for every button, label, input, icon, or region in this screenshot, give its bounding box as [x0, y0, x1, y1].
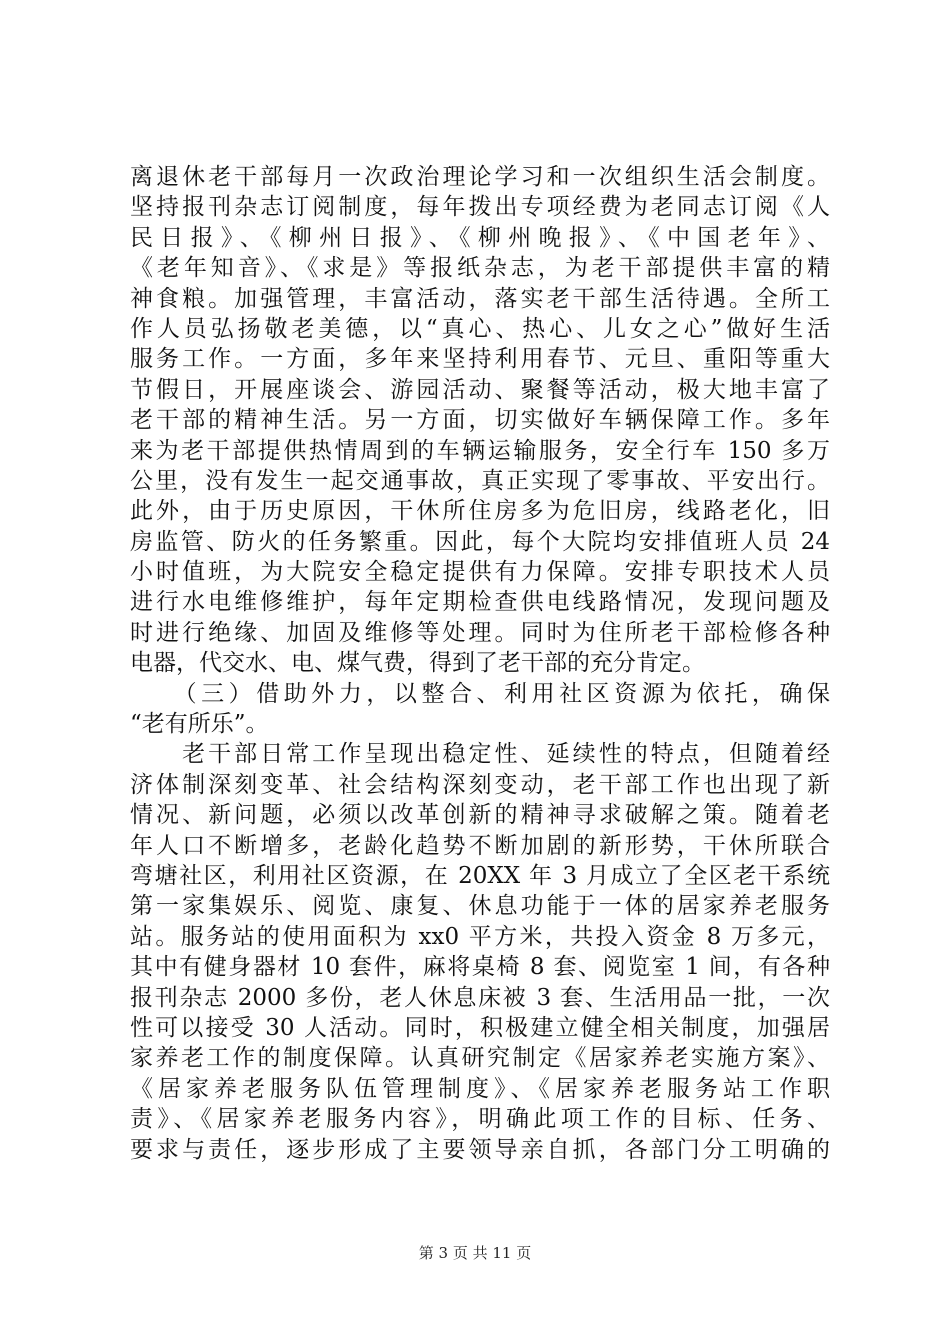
text-line: 民日报》、《柳州日报》、《柳州晚报》、《中国老年》、 — [130, 224, 830, 251]
text-line: 房监管、防火的任务繁重。因此，每个大院均安排值班人员 24 — [130, 528, 830, 555]
text-line: 第一家集娱乐、阅览、康复、休息功能于一体的居家养老服务 — [130, 893, 830, 920]
text-line: 站。服务站的使用面积为 xx0 平方米，共投入资金 8 万多元， — [130, 923, 830, 950]
text-line: 《老年知音》、《求是》等报纸杂志，为老干部提供丰富的精 — [130, 255, 830, 282]
text-line: 要求与责任，逐步形成了主要领导亲自抓，各部门分工明确的 — [130, 1136, 830, 1163]
text-line: 服务工作。一方面，多年来坚持利用春节、元旦、重阳等重大 — [130, 346, 830, 373]
text-line: 进行水电维修维护，每年定期检查供电线路情况，发现问题及 — [130, 589, 830, 616]
text-line: 坚持报刊杂志订阅制度，每年拨出专项经费为老同志订阅《人 — [130, 194, 830, 221]
text-line: 节假日，开展座谈会、游园活动、聚餐等活动，极大地丰富了 — [130, 376, 830, 403]
text-line: 责》、《居家养老服务内容》，明确此项工作的目标、任务、 — [130, 1106, 830, 1133]
page-footer: 第 3 页 共 11 页 — [418, 1244, 532, 1262]
text-line: 家养老工作的制度保障。认真研究制定《居家养老实施方案》、 — [130, 1045, 830, 1072]
text-line: 老干部日常工作呈现出稳定性、延续性的特点，但随着经 — [130, 741, 830, 768]
text-line: 作人员弘扬敬老美德，以“真心、热心、儿女之心”做好生活 — [130, 315, 830, 342]
text-line: “老有所乐”。 — [130, 711, 269, 738]
text-line: 神食粮。加强管理，丰富活动，落实老干部生活待遇。全所工 — [130, 285, 830, 312]
text-line: 年人口不断增多，老龄化趋势不断加剧的新形势，干休所联合 — [130, 832, 830, 859]
text-line: 其中有健身器材 10 套件，麻将桌椅 8 套、阅览室 1 间，有各种 — [130, 954, 830, 981]
text-line: 济体制深刻变革、社会结构深刻变动，老干部工作也出现了新 — [130, 771, 830, 798]
text-line: 小时值班，为大院安全稳定提供有力保障。安排专职技术人员 — [130, 559, 830, 586]
text-line: 时进行绝缘、加固及维修等处理。同时为住所老干部检修各种 — [130, 619, 830, 646]
text-line: （三）借助外力，以整合、利用社区资源为依托，确保 — [130, 680, 830, 707]
text-line: 来为老干部提供热情周到的车辆运输服务，安全行车 150 多万 — [130, 437, 830, 464]
text-line: 《居家养老服务队伍管理制度》、《居家养老服务站工作职 — [130, 1075, 830, 1102]
text-line: 电器，代交水、电、煤气费，得到了老干部的充分肯定。 — [130, 650, 705, 677]
document-body — [130, 162, 830, 1165]
text-line: 此外，由于历史原因，干休所住房多为危旧房，线路老化，旧 — [130, 498, 830, 525]
text-line: 公里，没有发生一起交通事故，真正实现了零事故、平安出行。 — [130, 467, 830, 494]
text-line: 性可以接受 30 人活动。同时，积极建立健全相关制度，加强居 — [130, 1014, 830, 1041]
text-line: 弯塘社区，利用社区资源，在 20XX 年 3 月成立了全区老干系统 — [130, 862, 830, 889]
text-line: 离退休老干部每月一次政治理论学习和一次组织生活会制度。 — [130, 164, 830, 190]
text-line: 情况、新问题，必须以改革创新的精神寻求破解之策。随着老 — [130, 802, 830, 829]
text-line: 老干部的精神生活。另一方面，切实做好车辆保障工作。多年 — [130, 407, 830, 434]
text-line: 报刊杂志 2000 多份，老人休息床被 3 套、生活用品一批，一次 — [130, 984, 830, 1011]
